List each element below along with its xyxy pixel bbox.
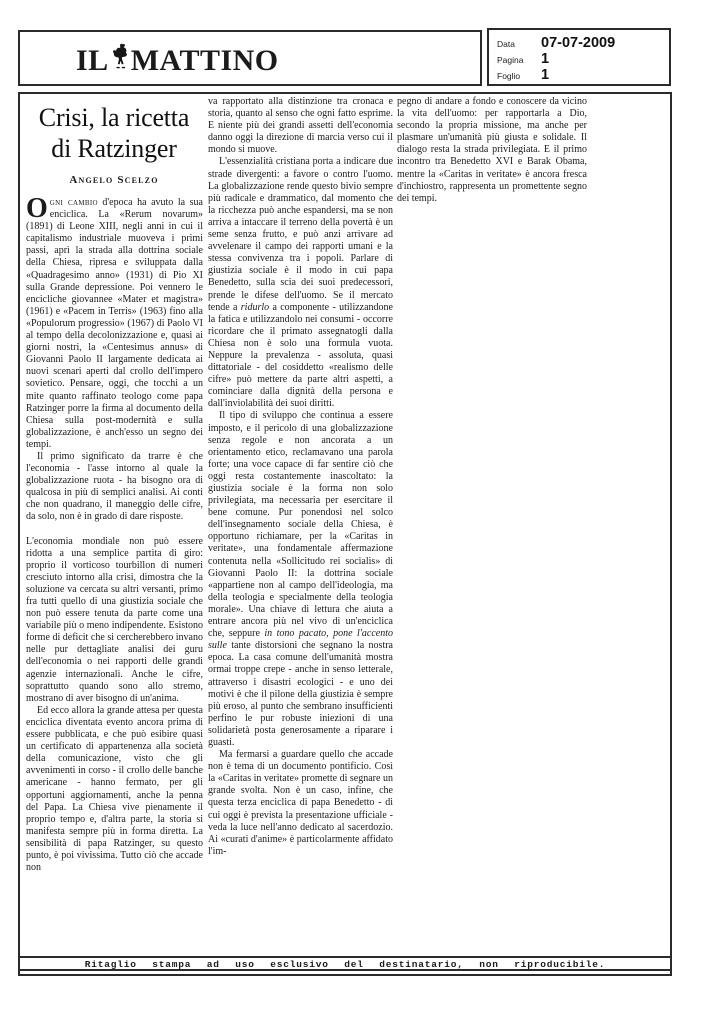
article-title-line1: Crisi, la ricetta — [38, 103, 190, 132]
small-caps-text: gni cambio — [49, 197, 98, 208]
drop-cap: O — [26, 197, 48, 224]
body-text: Ed ecco allora la grande attesa per questa enciclica diventata evento ancora prima di essere pubblicata, e che può esibire quasi un certificato di appartenenza alla società della comunicazione, visto che gli avvenimenti in corso - il crollo delle banche americane - hanno fermato, per gli opportuni aggiornamenti, anche la penna del Papa. La Chiesa vive pienamente il proprio tempo e, d'altra parte, la storia si manifesta sempre più in forma diretta. La sensibilità di papa Ratzinger, su questo punto, è poi vivissima. Tutto ciò che accade non — [26, 704, 203, 874]
body-text: L'economia mondiale non può essere ridotta a una semplice partita di giro: proprio il vorticoso tourbillon di numeri cresciuto intorno alla crisi, dimostra che la soluzione va cercata su altri versanti, primo fra tutti quello di una giustizia sociale che non può essere tenuta da parte come una variabile più o meno indipendente. Esistono forme di deficit che si cercherebbero invano nelle pur dettagliate analisi dei guru dell'economia o nei rapporti delle grandi agenzie internazionali. Anche le cifre, soprattutto quando sono allo stremo, mostrano di aver bisogno di un'anima. — [26, 535, 203, 704]
date-label: Data — [497, 39, 515, 49]
body-text: tante distorsioni che segnano la nostra epoca. La casa comune dell'umanità mostra ormai troppe crepe - anche in senso letterale, attraverso i disastri ecologici - e uno dei motivi è che il pilone della giustizia è sempre più eroso, al punto che sembrano insufficienti perfino le pur robuste iniezioni di una solidarietà posta generosamente a riparare i guasti. — [208, 640, 393, 748]
body-text: L'essenzialità cristiana porta a indicare due strade divergenti: a favore o contro l'uomo. La globalizzazione rende questo bivio sempre più radicale e drammatico, dal momento che la ricchezza può anche espandersi, ma se non arriva a intaccare il terreno della povertà è un seme senza frutto, e può anzi arrivare ad avvelenare il campo dei rapporti umani e la stessa convivenza tra i popoli. Parlare di giustizia sociale è il modo in cui papa Benedetto, sulla scia dei suoi predecessori, prende le difese dell'uomo. Se il mercato tende a — [208, 156, 393, 313]
article-paragraph — [26, 536, 203, 705]
article-paragraph — [26, 451, 203, 524]
clip-row-page — [497, 51, 661, 67]
article-paragraph — [208, 96, 393, 156]
sheet-value: 1 — [541, 67, 550, 83]
body-text: Ma fermarsi a guardare quello che accade non è tema di un documento pontificio. Così la «Caritas in veritate» promette di segnare un grande svolta. Non è un caso, infine, che questa terza enciclica di papa Benedetto - di cui oggi è prevista la presentazione ufficiale - veda la luce nell'anno dedicato al sacerdozio. Ai «curati d'anime» è particolarmente affidato l'im- — [208, 749, 393, 857]
article-column-1 — [26, 197, 203, 949]
body-text: pegno di andare a fondo e conoscere da vicino la vita dell'uomo: per rapportarla a Dio, secondo la propria missione, ma anche per plasmare un'umanità più giusta e solidale. Il dialogo resta la strada privilegiata. E il primo incontro tra Benedetto XVI e Barak Obama, mentre la «Caritas in veritate» è ancora fresca d'inchiostro, rappresenta un promettente segno dei tempi. — [397, 96, 587, 204]
reproduction-notice: Ritaglio stampa ad uso esclusivo del destinatario, non riproducibile. — [20, 956, 670, 971]
article-frame — [18, 92, 672, 976]
article-author: Angelo Scelzo — [69, 174, 159, 186]
newspaper-logo — [76, 43, 279, 79]
article-paragraph — [208, 749, 393, 858]
sheet-label: Foglio — [497, 71, 521, 81]
article-column-2 — [208, 96, 393, 958]
italic-text: ridurlo — [240, 301, 270, 313]
date-value: 07-07-2009 — [541, 35, 616, 51]
clip-info-box — [487, 28, 671, 86]
article-paragraph — [26, 197, 203, 451]
body-text: a componente - utilizzandone la fatica e utilizzandolo nei consumi - occorre ricordare che il primato assegnatogli dalla Chiesa non è solo una formula vuota. Neppure la prevalenza - assoluta, quasi dittatoriale - del cosiddetto «realismo delle cifre» può mettere da parte altri aspetti, a cominciare dalla dignità della persona e dall'inviolabilità dei suoi diritti. — [208, 301, 393, 410]
page-value: 1 — [541, 51, 550, 67]
rooster-icon — [110, 43, 130, 77]
body-text: Il primo significato da trarre è che l'economia - l'asse intorno al quale la globalizzazione ruota - ha bisogno ora di qualcosa in più di semplici analisi. Ai conti che non quadrano, il maneggio delle cifre, da solo, non è in grado di dare risposte. — [26, 450, 203, 523]
body-text: Il tipo di sviluppo che continua a essere imposto, e il pericolo di una globalizzazione senza regole e non ancorata a un orientamento etico, reclamavano una parola forte; una voce capace di far sentire ciò che oggi resta costantemente inascoltato: la giustizia sociale è la forma non solo privilegiata, ma necessaria per esercitare il bene comune. Pur ponendosi nel solco dell'insegnamento sociale della Chiesa, è opportuno richiamare, per la «Caritas in veritate», una fondamentale affermazione contenuta nella «Sollicitudo rei socialis» di Giovanni Paolo II: la dottrina sociale «appartiene non al campo dell'ideologia, ma della teologia e specialmente della teologia morale». Una chiave di lettura che aiuta a entrare ancora più nel vivo di un'enciclica che, seppure — [208, 410, 393, 640]
clip-row-date — [497, 35, 661, 51]
article-paragraph — [397, 96, 587, 205]
body-text: d'epoca ha avuto la sua enciclica. La «Rerum novarum» (1891) di Leone XIII, negli anni in cui il capitalismo industriale muoveva i primi passi, aprì la strada alla dottrina sociale della Chiesa, ripresa e sviluppata dalla «Quadragesimo anno» (1931) di Pio XI sulla Grande depressione. Poi vennero le encicliche giovannee «Mater et magistra» (1961) e «Pacem in Terris» (1963) fino alla «Populorum progressio» (1967) di Paolo VI al tempo della decolonizzazione e, quasi ai giorni nostri, la «Centesimus annus» di Giovanni Paolo II largamente dedicata ai nuovi scenari aperti dal crollo dell'impero sovietico. Pensare, oggi, che tocchi a un mite quanto raffinato teologo come papa Ratzinger porre la firma al documento della Chiesa sulla post-modernità e sulla globalizzazione, è anch'esso un segno dei tempi. — [26, 197, 203, 450]
italic-text: in tono pacato, pone l'accento sulle — [208, 628, 393, 652]
masthead-box — [18, 30, 482, 86]
body-text: va rapportato alla distinzione tra cronaca e storia, quanto al senso che ogni fatto esprime. E niente più dei grandi assetti dell'economia danno oggi la direzione di marcia verso cui il mondo si muove. — [208, 96, 393, 156]
article-paragraph — [208, 156, 393, 410]
logo-text-il: IL — [76, 44, 109, 77]
article-column-3 — [397, 96, 587, 958]
logo-text-mattino: MATTINO — [130, 44, 279, 77]
page-label: Pagina — [497, 55, 524, 65]
article-title-line2: di Ratzinger — [51, 134, 177, 163]
article-paragraph — [208, 410, 393, 749]
clip-row-sheet — [497, 67, 661, 83]
article-title — [24, 102, 204, 164]
article-paragraph — [26, 705, 203, 874]
